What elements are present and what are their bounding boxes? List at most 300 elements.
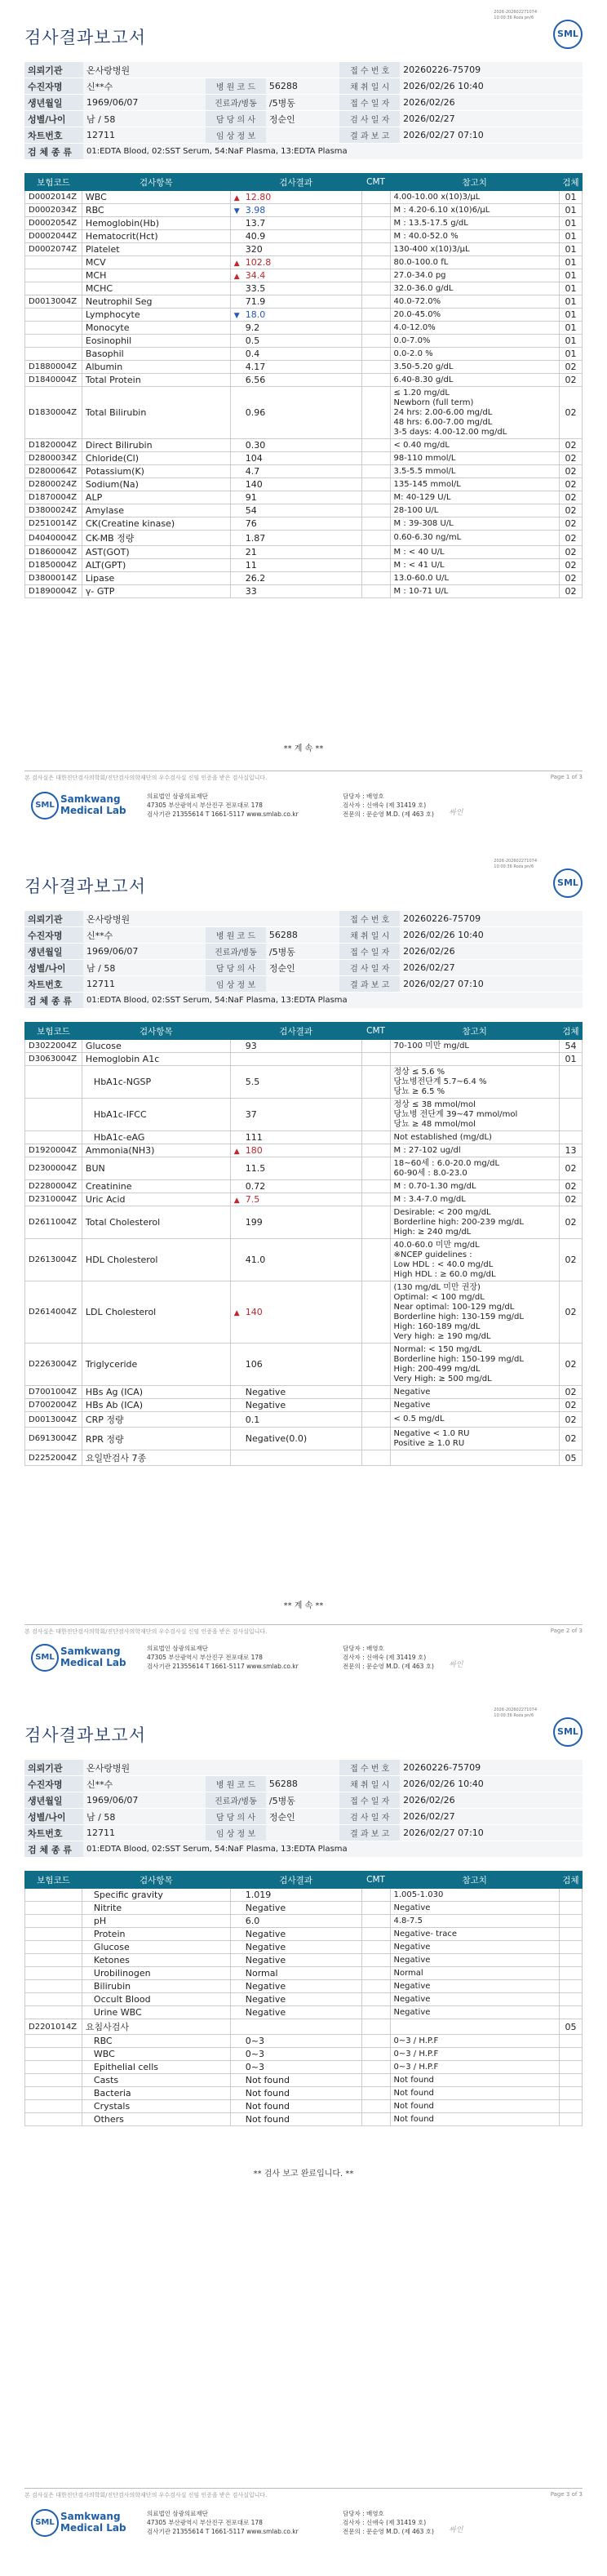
table-row (25, 559, 583, 572)
info-row-chart (24, 976, 583, 993)
insurance-code (25, 348, 82, 361)
report-header (0, 849, 607, 898)
specimen-code (559, 1066, 582, 1099)
test-name: Casts (82, 2074, 230, 2087)
test-name: Others (82, 2113, 230, 2126)
test-result: 6.56 (230, 374, 361, 387)
patient-value: 신**수 (83, 1776, 206, 1792)
sml-footer-logo: SML (31, 1644, 59, 1672)
test-result: 26.2 (230, 572, 361, 585)
table-row (25, 2100, 583, 2113)
insurance-code (25, 2100, 82, 2113)
cmt-cell (361, 309, 390, 322)
cmt-cell (361, 230, 390, 243)
cmt-cell (361, 1399, 390, 1412)
reference-range: M : < 40 U/L (390, 546, 559, 559)
lab-address: 의료법인 삼광의료재단 47305 부산광역시 부산진구 전포대로 178 검사기관 21355614 T 1661-5117 www.smlab.co.kr (147, 1645, 299, 1670)
cmt-cell (361, 217, 390, 230)
cmt-cell (361, 191, 390, 204)
test-name: HbA1c-NGSP (82, 1066, 230, 1099)
label-tested: 검 사 일 자 (339, 960, 400, 976)
test-result: 0.5 (230, 335, 361, 348)
reference-range: 28-100 U/L (390, 504, 559, 517)
reference-range: 1.005-1.030 (390, 1889, 559, 1902)
dept-value: /5병동 (266, 944, 339, 960)
test-name: Bilirubin (82, 1980, 230, 1993)
table-row (25, 439, 583, 452)
test-name: Crystals (82, 2100, 230, 2113)
cmt-cell (361, 531, 390, 546)
reference-range: Negative- trace (390, 1928, 559, 1941)
reference-range: Normal (390, 1967, 559, 1980)
test-result: ▼ 18.0 (230, 309, 361, 322)
patient-value: 신**수 (83, 927, 206, 944)
test-result: Negative (230, 1980, 361, 1993)
tested-value: 2026/02/27 (400, 1809, 583, 1825)
lab-address: 의료법인 삼광의료재단 47305 부산광역시 부산진구 전포대로 178 검사기관 21355614 T 1661-5117 www.smlab.co.kr (147, 793, 299, 818)
test-result: 71.9 (230, 295, 361, 309)
reference-range (390, 1450, 559, 1466)
header-cmt: CMT (361, 174, 390, 191)
collected-value: 2026/02/26 10:40 (400, 1776, 583, 1792)
insurance-code (25, 1967, 82, 1980)
table-row (25, 1193, 583, 1206)
insurance-code (25, 1099, 82, 1131)
info-row-patient (24, 1776, 583, 1792)
label-sex-age: 성별/나이 (24, 111, 83, 127)
specimen-code: 01 (559, 295, 582, 309)
hospital-code-value: 56288 (266, 78, 339, 95)
test-name: Triglyceride (82, 1344, 230, 1386)
table-row (25, 282, 583, 295)
page-number: Page 2 of 3 (550, 1628, 583, 1634)
test-result: Not found (230, 2100, 361, 2113)
tested-value: 2026/02/27 (400, 960, 583, 976)
footer (24, 2503, 583, 2552)
insurance-code (25, 1066, 82, 1099)
cmt-cell (361, 465, 390, 478)
table-row (25, 322, 583, 335)
report-header (0, 1698, 607, 1747)
signature: 싸인 (449, 1661, 463, 1669)
test-name: Total Protein (82, 374, 230, 387)
test-result: 111 (230, 1131, 361, 1144)
test-result: Negative (230, 1386, 361, 1399)
test-result: ▲ 140 (230, 1281, 361, 1344)
cmt-cell (361, 572, 390, 585)
specimen-code: 02 (559, 452, 582, 465)
chart-value: 12711 (83, 1825, 206, 1841)
table-row (25, 374, 583, 387)
insurance-code (25, 2048, 82, 2061)
cmt-cell (361, 2074, 390, 2087)
header-name: 검사항목 (82, 174, 230, 191)
sml-logo: SML (553, 1717, 583, 1747)
specimen-code: 01 (559, 230, 582, 243)
insurance-code: D1880004Z (25, 361, 82, 374)
label-chart: 차트번호 (24, 976, 83, 993)
receipt-value: 20260226-75709 (400, 911, 583, 927)
info-row-patient (24, 927, 583, 944)
test-result: Negative (230, 1399, 361, 1412)
specimen-code: 01 (559, 269, 582, 282)
insurance-code: D3022004Z (25, 1040, 82, 1053)
table-row (25, 585, 583, 598)
label-sex-age: 성별/나이 (24, 960, 83, 976)
cmt-cell (361, 559, 390, 572)
test-name: MCH (82, 269, 230, 282)
specimen-code: 01 (559, 335, 582, 348)
table-row (25, 1344, 583, 1386)
insurance-code: D2300004Z (25, 1157, 82, 1180)
test-result: ▲ 7.5 (230, 1193, 361, 1206)
cmt-cell (361, 452, 390, 465)
cmt-cell (361, 1144, 390, 1157)
cmt-cell (361, 1157, 390, 1180)
lab-name: Samkwang Medical Lab (60, 793, 126, 816)
specimen-code: 02 (559, 1180, 582, 1193)
chart-value: 12711 (83, 976, 206, 993)
cmt-cell (361, 1428, 390, 1450)
test-name: γ- GTP (82, 585, 230, 598)
test-name: Sodium(Na) (82, 478, 230, 491)
reference-range: Negative (390, 1993, 559, 2006)
certification-note: 본 검사실은 대한진단검사의학회/진단검사의학재단의 우수검사실 신임 인증을 받은 검사실입니다. (24, 1628, 268, 1635)
insurance-code: D2613004Z (25, 1239, 82, 1281)
reported-value: 2026/02/27 07:10 (400, 127, 583, 144)
test-name: pH (82, 1915, 230, 1928)
results-table (24, 173, 583, 598)
report-title: 검사결과보고서 (24, 28, 147, 47)
test-result (230, 1450, 361, 1466)
table-row (25, 1967, 583, 1980)
table-row (25, 1239, 583, 1281)
test-name: Protein (82, 1928, 230, 1941)
insurance-code: D2614004Z (25, 1281, 82, 1344)
table-row (25, 217, 583, 230)
chart-value: 12711 (83, 127, 206, 144)
test-name: Specific gravity (82, 1889, 230, 1902)
specimen-code: 02 (559, 531, 582, 546)
test-name: HBs Ab (ICA) (82, 1399, 230, 1412)
table-row (25, 1889, 583, 1902)
table-row (25, 517, 583, 531)
test-result (230, 1053, 361, 1066)
test-name: Neutrophil Seg (82, 295, 230, 309)
table-row (25, 572, 583, 585)
reference-range: (130 mg/dL 미만 권장) Optimal: < 100 mg/dL Near optimal: 100-129 mg/dL Borderline high: 130-159 mg/dL High: 160-189 mg/dL Very high: ≥ 190 mg/dL (390, 1281, 559, 1344)
certification-note: 본 검사실은 대한진단검사의학회/진단검사의학재단의 우수검사실 신임 인증을 받은 검사실입니다. (24, 775, 268, 781)
test-name: Hemoglobin(Hb) (82, 217, 230, 230)
test-name: Albumin (82, 361, 230, 374)
specimen-code: 02 (559, 374, 582, 387)
dept-value: /5병동 (266, 95, 339, 111)
table-row (25, 1206, 583, 1239)
cmt-cell (361, 2061, 390, 2074)
test-result: Negative (230, 1941, 361, 1954)
test-result: 54 (230, 504, 361, 517)
specimen-code: 02 (559, 1206, 582, 1239)
insurance-code: D1860004Z (25, 546, 82, 559)
insurance-code: D3800024Z (25, 504, 82, 517)
table-row (25, 1066, 583, 1099)
cmt-cell (361, 1040, 390, 1053)
specimen-code: 54 (559, 1040, 582, 1053)
label-collected: 채 취 일 시 (339, 78, 400, 95)
cmt-cell (361, 2113, 390, 2126)
test-result: Not found (230, 2087, 361, 2100)
reference-range: M : 40.0-52.0 % (390, 230, 559, 243)
hospital-code-value: 56288 (266, 927, 339, 944)
table-row (25, 1053, 583, 1066)
test-result: 76 (230, 517, 361, 531)
specimen-code: 01 (559, 282, 582, 295)
label-doctor: 담 당 의 사 (206, 111, 266, 127)
specimen-code: 02 (559, 504, 582, 517)
test-name: Eosinophil (82, 335, 230, 348)
header-ref: 참고치 (390, 174, 559, 191)
table-row (25, 191, 583, 204)
table-row (25, 2048, 583, 2061)
reference-range: Negative (390, 1386, 559, 1399)
label-patient: 수진자명 (24, 927, 83, 944)
specimen-code (559, 1889, 582, 1902)
label-clinical: 임 상 정 보 (206, 1825, 266, 1841)
test-result: 0.96 (230, 387, 361, 439)
info-row-sex (24, 1809, 583, 1825)
label-tested: 검 사 일 자 (339, 111, 400, 127)
insurance-code: D0013004Z (25, 295, 82, 309)
label-specimen: 검 체 종 류 (24, 993, 83, 1009)
insurance-code (25, 256, 82, 269)
continue-marker: ** 계 속 ** (283, 744, 324, 753)
cmt-cell (361, 282, 390, 295)
reference-range: Negative (390, 1399, 559, 1412)
cmt-cell (361, 2006, 390, 2019)
insurance-code (25, 2113, 82, 2126)
table-row (25, 1180, 583, 1193)
collected-value: 2026/02/26 10:40 (400, 78, 583, 95)
test-result: 0~3 (230, 2048, 361, 2061)
report-title: 검사결과보고서 (24, 877, 147, 896)
test-name: BUN (82, 1157, 230, 1180)
table-header (25, 174, 583, 191)
test-name: ALP (82, 491, 230, 504)
reference-range: Not found (390, 2087, 559, 2100)
specimen-code: 02 (559, 1193, 582, 1206)
cmt-cell (361, 1412, 390, 1428)
test-result: 0~3 (230, 2061, 361, 2074)
test-name: 요침사검사 (82, 2019, 230, 2035)
reference-range: ≤ 1.20 mg/dL Newborn (full term) 24 hrs: 2.00-6.00 mg/dL 48 hrs: 6.00-7.00 mg/dL 3-5 days: 4.00-12.00 mg/dL (390, 387, 559, 439)
reference-range: 0.0-7.0% (390, 335, 559, 348)
test-name: Occult Blood (82, 1993, 230, 2006)
reference-range: 4.0-12.0% (390, 322, 559, 335)
table-row (25, 2035, 583, 2048)
reference-range: Negative (390, 1954, 559, 1967)
table-row (25, 361, 583, 374)
table-row (25, 295, 583, 309)
reference-range: Negative (390, 1941, 559, 1954)
label-received: 접 수 일 자 (339, 944, 400, 960)
label-patient: 수진자명 (24, 1776, 83, 1792)
test-result: 140 (230, 478, 361, 491)
report-page-3 (0, 1698, 607, 2576)
insurance-code: D1920004Z (25, 1144, 82, 1157)
insurance-code (25, 335, 82, 348)
cmt-cell (361, 348, 390, 361)
label-sex-age: 성별/나이 (24, 1809, 83, 1825)
specimen-code (559, 1993, 582, 2006)
specimen-code: 02 (559, 465, 582, 478)
label-institution: 의뢰기관 (24, 1760, 83, 1776)
table-row (25, 1399, 583, 1412)
reference-range: 0~3 / H.P.F (390, 2061, 559, 2074)
table-row (25, 1954, 583, 1967)
institution-value: 온사랑병원 (83, 62, 339, 78)
insurance-code: D2252004Z (25, 1450, 82, 1466)
test-result: ▲ 180 (230, 1144, 361, 1157)
label-specimen: 검 체 종 류 (24, 1841, 83, 1858)
insurance-code: D2611004Z (25, 1206, 82, 1239)
table-row (25, 348, 583, 361)
label-institution: 의뢰기관 (24, 911, 83, 927)
insurance-code: D0002074Z (25, 243, 82, 256)
receipt-value: 20260226-75709 (400, 62, 583, 78)
footer (24, 1637, 583, 1686)
test-result: 1.019 (230, 1889, 361, 1902)
label-hospital-code: 병 원 코 드 (206, 927, 266, 944)
insurance-code: D1840004Z (25, 374, 82, 387)
sml-logo: SML (553, 20, 583, 49)
insurance-code (25, 2006, 82, 2019)
info-row-birth (24, 944, 583, 960)
label-institution: 의뢰기관 (24, 62, 83, 78)
reference-range: Negative (390, 2006, 559, 2019)
insurance-code (25, 2074, 82, 2087)
reference-range: 정상 ≤ 38 mmol/mol 당뇨병 전단계 39~47 mmol/mol 당뇨 ≥ 48 mmol/mol (390, 1099, 559, 1131)
insurance-code (25, 322, 82, 335)
report-title: 검사결과보고서 (24, 1725, 147, 1745)
specimen-code: 02 (559, 439, 582, 452)
cmt-cell (361, 374, 390, 387)
insurance-code: D1820004Z (25, 439, 82, 452)
specimen-value: 01:EDTA Blood, 02:SST Serum, 54:NaF Plasma, 13:EDTA Plasma (83, 144, 583, 160)
test-result: 0.72 (230, 1180, 361, 1193)
clinical-value (266, 127, 339, 144)
insurance-code (25, 1915, 82, 1928)
test-result: Not found (230, 2113, 361, 2126)
label-reported: 결 과 보 고 (339, 127, 400, 144)
reference-range: 135-145 mmol/L (390, 478, 559, 491)
table-row (25, 1993, 583, 2006)
reference-range: 4.00-10.00 x(10)3/μL (390, 191, 559, 204)
cmt-cell (361, 1281, 390, 1344)
test-name: Bacteria (82, 2087, 230, 2100)
reference-range: Not found (390, 2113, 559, 2126)
specimen-code: 02 (559, 1281, 582, 1344)
reference-range: Desirable: < 200 mg/dL Borderline high: 200-239 mg/dL High: ≥ 240 mg/dL (390, 1206, 559, 1239)
cmt-cell (361, 1967, 390, 1980)
info-row-sex (24, 111, 583, 127)
reference-range: M : 10-71 U/L (390, 585, 559, 598)
cmt-cell (361, 1993, 390, 2006)
reference-range: M : 4.20-6.10 x(10)6/μL (390, 204, 559, 217)
test-result: 13.7 (230, 217, 361, 230)
qr-code-text: 2026-202602271074 10:00:36 Roza pn/6 (494, 859, 537, 869)
header-name: 검사항목 (82, 1023, 230, 1040)
patient-info-table (24, 911, 583, 1009)
hospital-code-value: 56288 (266, 1776, 339, 1792)
lab-address: 의료법인 삼광의료재단 47305 부산광역시 부산진구 전포대로 178 검사기관 21355614 T 1661-5117 www.smlab.co.kr (147, 2510, 299, 2535)
table-row (25, 269, 583, 282)
info-row-institution (24, 62, 583, 78)
cmt-cell (361, 2087, 390, 2100)
specimen-code: 02 (559, 361, 582, 374)
insurance-code (25, 269, 82, 282)
institution-value: 온사랑병원 (83, 911, 339, 927)
test-name: Amylase (82, 504, 230, 517)
table-row (25, 1131, 583, 1144)
specimen-code: 05 (559, 2019, 582, 2035)
info-row-institution (24, 1760, 583, 1776)
specimen-code (559, 2035, 582, 2048)
test-result: 91 (230, 491, 361, 504)
insurance-code: D6913004Z (25, 1428, 82, 1450)
test-name: Platelet (82, 243, 230, 256)
reference-range: M : 3.4-7.0 mg/dL (390, 1193, 559, 1206)
reference-range: 98-110 mmol/L (390, 452, 559, 465)
specimen-code: 02 (559, 1239, 582, 1281)
test-result: 1.87 (230, 531, 361, 546)
flag-low-icon: ▼ (233, 312, 240, 320)
doctor-value: 정순인 (266, 960, 339, 976)
insurance-code: D2310004Z (25, 1193, 82, 1206)
header-result: 검사결과 (230, 174, 361, 191)
reference-range: 80.0-100.0 fL (390, 256, 559, 269)
cmt-cell (361, 1902, 390, 1915)
table-row (25, 2061, 583, 2074)
test-result: ▼ 3.98 (230, 204, 361, 217)
info-row-institution (24, 911, 583, 927)
sex-age-value: 남 / 58 (83, 1809, 206, 1825)
test-name: CRP 정량 (82, 1412, 230, 1428)
label-received: 접 수 일 자 (339, 1792, 400, 1809)
cmt-cell (361, 269, 390, 282)
doctor-value: 정순인 (266, 1809, 339, 1825)
test-result: 5.5 (230, 1066, 361, 1099)
received-value: 2026/02/26 (400, 95, 583, 111)
test-result: 9.2 (230, 322, 361, 335)
test-name: Urobilinogen (82, 1967, 230, 1980)
insurance-code (25, 2061, 82, 2074)
insurance-code (25, 309, 82, 322)
specimen-code: 01 (559, 256, 582, 269)
label-specimen: 검 체 종 류 (24, 144, 83, 160)
reference-range: Not found (390, 2074, 559, 2087)
test-name: Lymphocyte (82, 309, 230, 322)
reference-range: 0~3 / H.P.F (390, 2048, 559, 2061)
test-name: 요일반검사 7종 (82, 1450, 230, 1466)
test-name: Ketones (82, 1954, 230, 1967)
table-row (25, 1450, 583, 1466)
table-row (25, 2087, 583, 2100)
insurance-code: D0002054Z (25, 217, 82, 230)
test-name: Uric Acid (82, 1193, 230, 1206)
test-result: 0~3 (230, 2035, 361, 2048)
test-result: 6.0 (230, 1915, 361, 1928)
label-dept: 진료과/병동 (206, 95, 266, 111)
